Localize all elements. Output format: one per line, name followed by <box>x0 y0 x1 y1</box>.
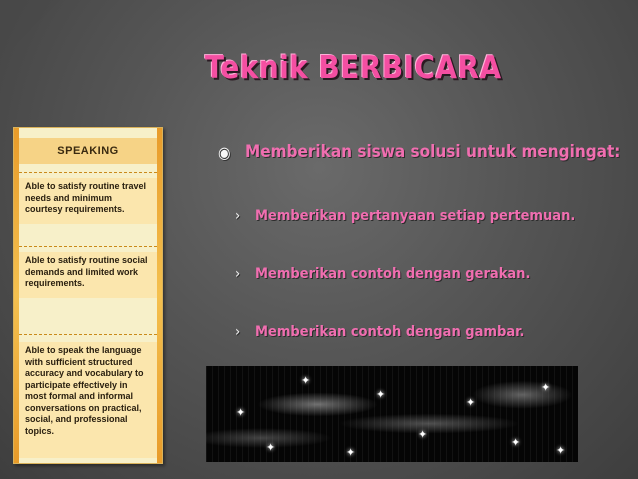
sub-bullet <box>235 322 625 343</box>
card-block-1: Able to satisfy routine travel needs and minimum courtesy requirements. <box>19 178 157 224</box>
card-divider <box>19 246 157 248</box>
sub-bullet <box>235 206 625 227</box>
star-icon: ✦ <box>266 441 276 454</box>
star-icon: ✦ <box>376 388 386 401</box>
chevron-right-icon: › <box>235 208 241 224</box>
main-bullet <box>218 140 628 165</box>
target-bullet-icon: ◉ <box>218 143 231 162</box>
star-icon: ✦ <box>541 381 551 394</box>
card-divider <box>19 172 157 174</box>
sub-bullet-text: Memberikan pertanyaan setiap pertemuan. <box>255 208 576 224</box>
card-block-2: Able to satisfy routine social demands and limited work requirements. <box>19 252 157 298</box>
slide-title: Teknik BERBICARA <box>205 50 502 86</box>
chevron-right-icon: › <box>235 266 241 282</box>
star-icon: ✦ <box>346 446 356 459</box>
card-divider <box>19 334 157 336</box>
corner-decoration <box>0 0 60 60</box>
main-bullet-text: Memberikan siswa solusi untuk mengingat: <box>245 142 621 162</box>
star-icon: ✦ <box>301 374 311 387</box>
star-icon: ✦ <box>418 428 428 441</box>
star-icon: ✦ <box>556 444 566 457</box>
speaking-card-image <box>13 127 163 464</box>
card-header: SPEAKING <box>19 138 157 164</box>
star-icon: ✦ <box>511 436 521 449</box>
sub-bullet-text: Memberikan contoh dengan gerakan. <box>255 266 531 282</box>
sub-bullet <box>235 264 625 285</box>
star-icon: ✦ <box>466 396 476 409</box>
card-block-3: Able to speak the language with sufficient structured accuracy and vocabulary to participate effectively in most formal and informal conversations on practical, social, and professional topics. <box>19 342 157 458</box>
chevron-right-icon: › <box>235 324 241 340</box>
card-stripe-right <box>157 128 162 463</box>
sub-bullet-text: Memberikan contoh dengan gambar. <box>255 324 525 340</box>
star-icon: ✦ <box>236 406 246 419</box>
night-sky-image <box>206 366 578 462</box>
